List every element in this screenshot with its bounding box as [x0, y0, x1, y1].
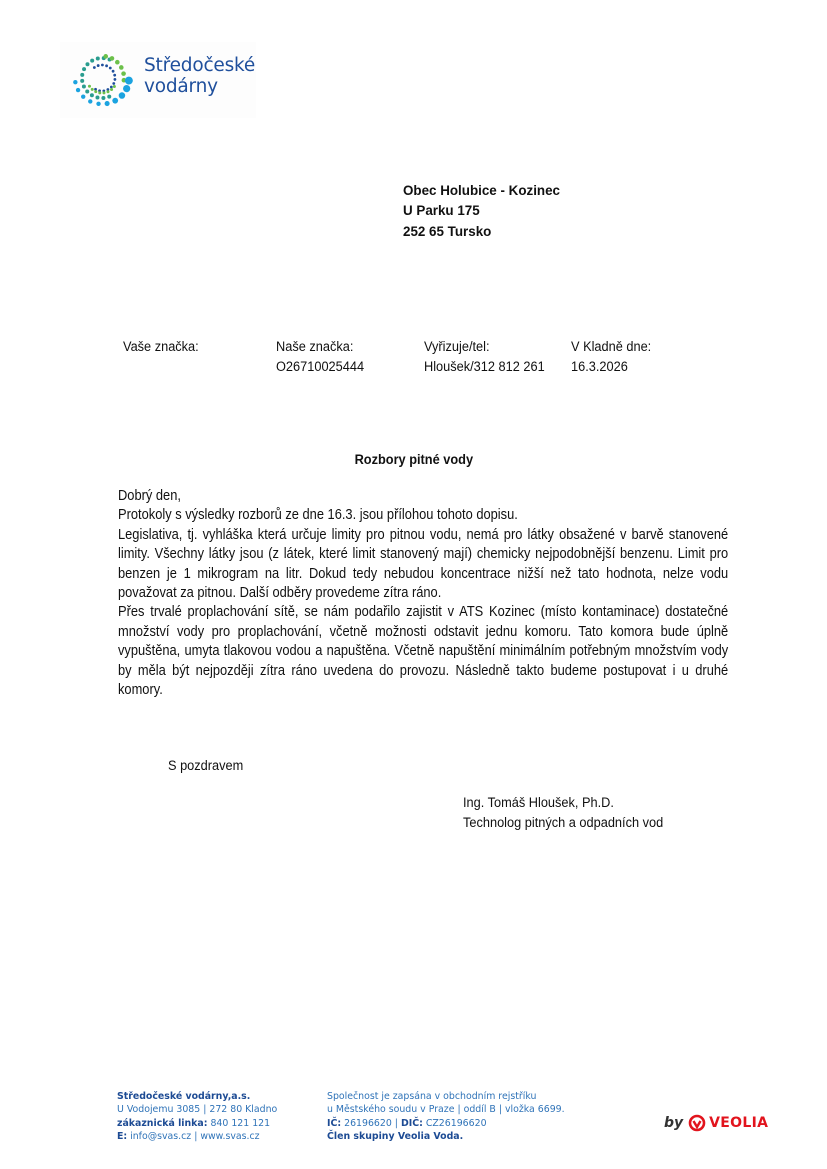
logo-dot — [113, 74, 116, 77]
veolia-emblem-icon — [688, 1114, 706, 1132]
paragraph-3: Přes trvalé proplachování sítě, se nám podařilo zajistit v ATS Kozinec (místo kontaminace) dostatečné množství vody pro proplachování, včetně možnosti odstavit jednu komoru. Tato komora bude úplně vypuštěna, umyta tlakovou vodou a napuštěna. Včetně napuštění minimálním potřebným množstvím vody by měla být nejpozději zítra ráno uvedena do provozu. Následně takto budeme postupovat i u druhé komory. — [118, 604, 729, 699]
footer-address: U Vodojemu 3085 | 272 80 Kladno — [117, 1104, 278, 1116]
our-ref-label: Naše značka: — [276, 339, 354, 355]
date-value: 16.3.2026 — [571, 359, 628, 375]
logo-dot — [96, 56, 100, 60]
logo-dot — [114, 78, 117, 81]
footer-member: Člen skupiny Veolia Voda. — [327, 1131, 464, 1143]
place-date-label: V Kladně dne: — [571, 339, 652, 355]
your-ref-label: Vaše značka: — [123, 339, 199, 355]
our-ref-value: O26710025444 — [276, 359, 365, 375]
logo-dot — [95, 95, 99, 99]
signer-name: Ing. Tomáš Hloušek, Ph.D. — [463, 795, 614, 811]
logo-text — [144, 55, 255, 97]
footer-ic-value: 26196620 — [344, 1117, 392, 1129]
paragraph-1: Protokoly s výsledky rozborů ze dne 16.3. jsou přílohou tohoto dopisu. — [118, 507, 518, 524]
logo-dot — [119, 65, 124, 70]
recipient-line-1: Obec Holubice - Kozinec — [403, 183, 560, 198]
letter-body — [118, 487, 728, 700]
logo-dot — [109, 67, 112, 70]
place-date — [571, 337, 651, 377]
logo-dot — [82, 85, 86, 89]
logo-dot — [88, 85, 91, 88]
logo-dot — [112, 70, 115, 73]
logo-dot — [121, 71, 126, 76]
handled-by-label: Vyřizuje/tel: — [424, 339, 490, 355]
logo-dot — [112, 98, 118, 104]
logo-dot — [80, 79, 84, 83]
logo-dot — [88, 99, 92, 103]
your-ref — [123, 337, 199, 357]
by-label: by — [664, 1115, 684, 1131]
logo-dot — [85, 90, 89, 94]
logo-dot — [110, 86, 113, 89]
logo-dot — [102, 91, 105, 94]
footer-company-name: Středočeské vodárny,a.s. — [117, 1091, 251, 1102]
our-ref — [276, 337, 364, 377]
logo-dot — [90, 59, 94, 63]
logo-dot — [82, 67, 86, 71]
recipient-address — [403, 181, 560, 242]
logo-dot — [115, 60, 120, 65]
recipient-line-3: 252 65 Tursko — [403, 223, 492, 239]
greeting: Dobrý den, — [118, 488, 181, 504]
recipient-line-2: U Parku 175 — [403, 203, 480, 219]
logo-dot — [93, 66, 96, 69]
footer-hotline-value: 840 121 121 — [210, 1117, 271, 1129]
signer-title: Technolog pitných a odpadních vod — [463, 814, 664, 831]
logo-dot — [73, 80, 77, 84]
logo-dot — [96, 102, 100, 106]
logo-dot — [110, 88, 113, 91]
logo-dot — [80, 73, 84, 77]
logo-dot — [105, 64, 108, 67]
footer-hotline-label: zákaznická linka: — [117, 1117, 208, 1129]
logo-dot — [76, 88, 80, 92]
logo-dot — [98, 91, 101, 94]
footer-register-line-1: Společnost je zapsána v obchodním rejstříku — [327, 1091, 537, 1102]
subject-text: Rozbory pitné vody — [354, 452, 473, 468]
closing-text: S pozdravem — [168, 758, 244, 774]
footer-email-label: E: — [117, 1131, 128, 1143]
logo-line-2: vodárny — [144, 76, 218, 97]
letter-subject — [0, 452, 827, 468]
logo-dot — [103, 54, 108, 59]
handled-by — [424, 337, 545, 377]
logo-dot — [101, 96, 105, 100]
logo-dot — [81, 94, 85, 98]
logo-dot — [123, 85, 130, 92]
dot-circle-logo-icon — [68, 48, 140, 110]
handled-by-value: Hloušek/312 812 261 — [424, 359, 545, 375]
footer-email-value: info@svas.cz | www.svas.cz — [130, 1131, 260, 1143]
logo-line-1: Středočeské — [144, 55, 256, 76]
footer-dic-value: CZ26196620 — [425, 1117, 487, 1129]
company-logo — [60, 42, 256, 118]
logo-dot — [119, 92, 126, 99]
signature-block — [463, 794, 685, 833]
logo-dot — [91, 88, 94, 91]
footer-company-info — [117, 1090, 277, 1144]
logo-dot — [105, 101, 110, 106]
closing — [168, 758, 252, 774]
logo-dot — [106, 90, 109, 93]
footer-ic-label: IČ: — [327, 1117, 342, 1129]
logo-dot — [112, 82, 115, 85]
logo-dot — [97, 64, 100, 67]
footer-register-line-2: u Městského soudu v Praze | oddíl B | vložka 6699. — [327, 1104, 565, 1116]
logo-dot — [125, 77, 133, 85]
logo-dot — [90, 93, 94, 97]
veolia-logo — [664, 1114, 768, 1132]
logo-dot — [85, 62, 89, 66]
footer-register-info: Společnost je zapsána v obchodním rejstříku u Městského soudu v Praze | oddíl B | vložka 6699. IČ: 26196620 | DIČ: CZ26196620 Člen skupiny Veolia Voda. — [327, 1091, 565, 1143]
logo-dot — [110, 56, 115, 61]
logo-dot — [94, 90, 97, 93]
logo-dot — [107, 95, 111, 99]
paragraph-2: Legislativa, tj. vyhláška která určuje limity pro pitnou vodu, nemá pro látky obsažené v barvě stanovené limity. Všechny látky jsou (z látek, které limit stanovený mají) chemicky nejpodobnější benzenu. Limit pro benzen je 1 mikrogram na litr. Dokud tedy nebudou koncentrace nižší než tato hodnota, nelze vodu považovat za pitnou. Další odběry provedeme zítra ráno. — [118, 526, 729, 602]
logo-dot — [101, 64, 104, 67]
footer-dic-label: DIČ: — [400, 1117, 423, 1129]
veolia-label: VEOLIA — [709, 1115, 769, 1131]
logo-dot — [113, 85, 116, 88]
